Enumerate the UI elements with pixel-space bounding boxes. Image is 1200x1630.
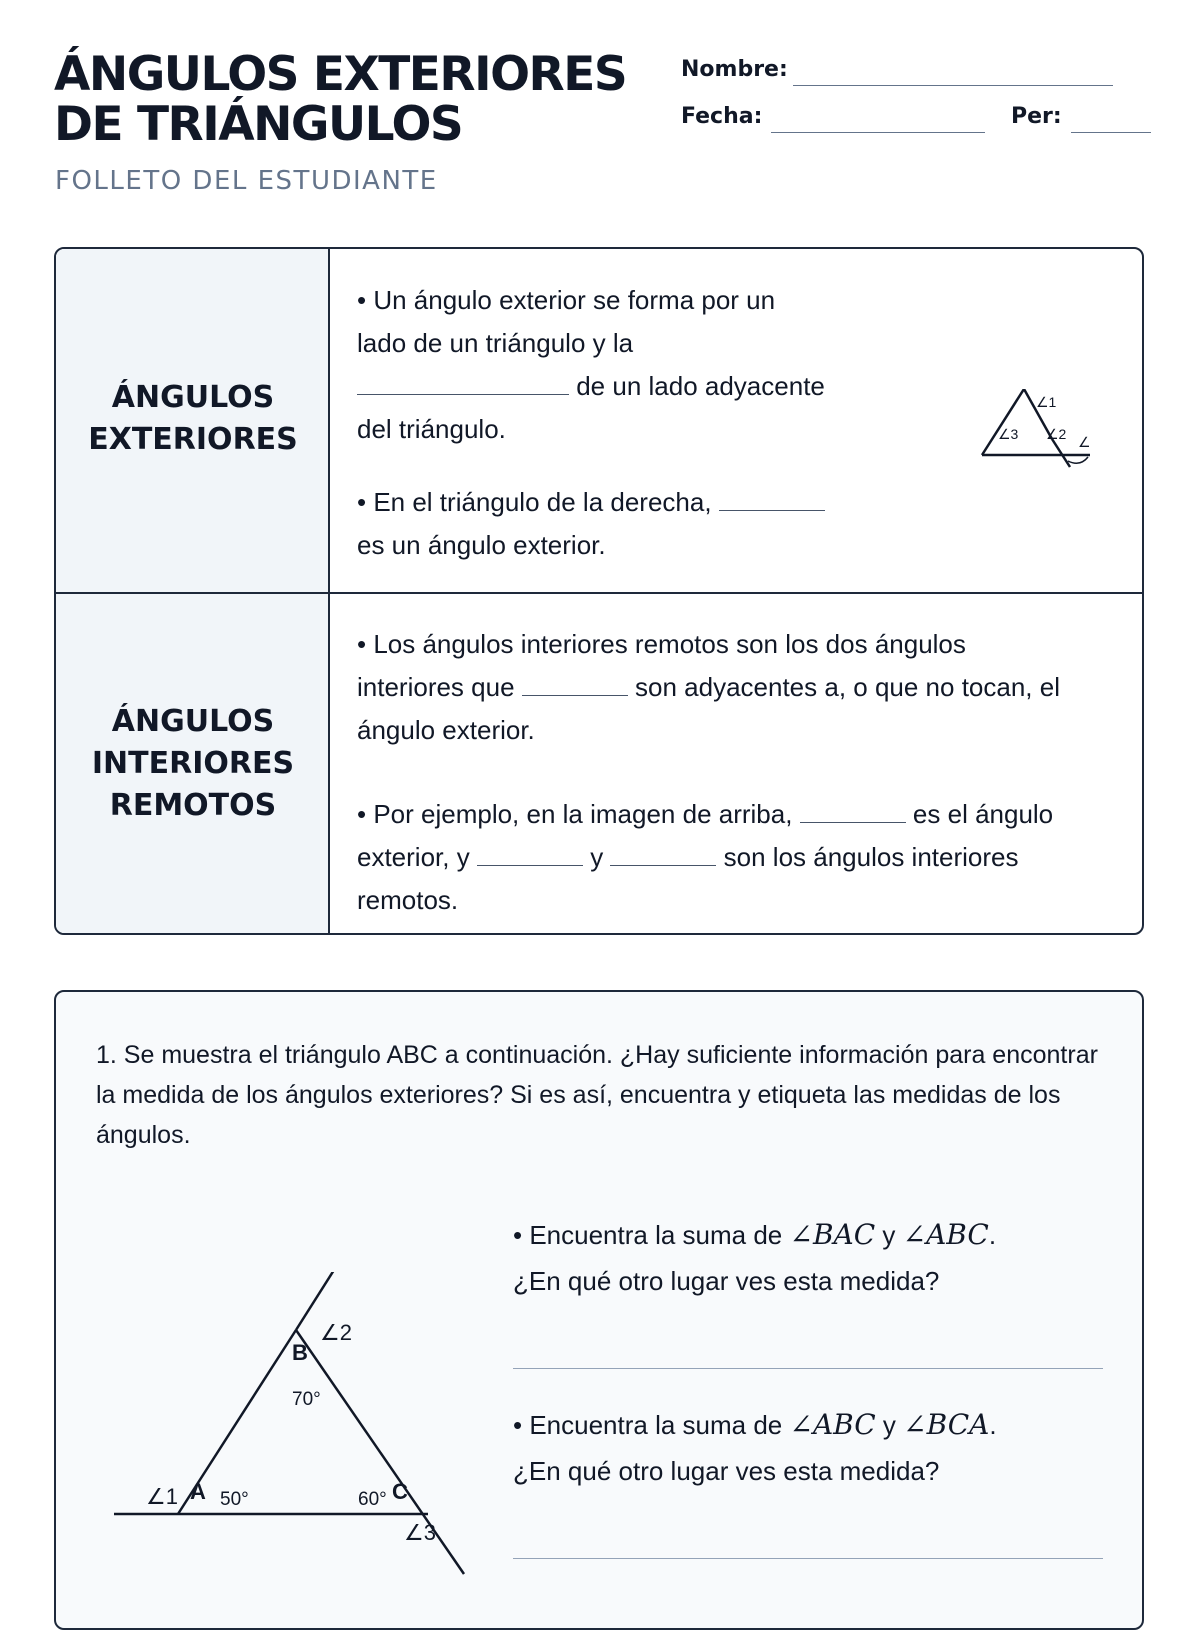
term-remote-line-3: REMOTOS — [109, 788, 277, 823]
sub-b-prefix: • Encuentra la suma de — [513, 1410, 790, 1440]
blank-definition[interactable] — [357, 374, 569, 395]
exterior-definition — [357, 279, 825, 451]
example-line-2: es un ángulo exterior. — [357, 530, 606, 560]
remote-definition-line-2-before: interiores que — [357, 672, 515, 702]
sub-b-angle-1: ∠ABC — [789, 1408, 876, 1441]
terms-column — [56, 249, 330, 933]
angle-c-measure: 60° — [358, 1489, 387, 1510]
title-line-1: ÁNGULOS EXTERIORES — [54, 47, 627, 102]
small-exterior-arc — [1068, 457, 1088, 463]
sub-b-line-2: ¿En qué otro lugar ves esta medida? — [513, 1456, 940, 1486]
blank-remote-angle-2[interactable] — [610, 845, 716, 866]
exterior-angle-1-label: ∠1 — [146, 1484, 178, 1509]
remote-example-line-1-after: es el ángulo — [912, 799, 1054, 829]
sub-a-angle-2: ∠ABC — [902, 1218, 989, 1251]
sub-question-a — [513, 1212, 1113, 1304]
remote-definition-line-1: • Los ángulos interiores remotos son los dos ángulos — [357, 629, 966, 659]
title-line-2: DE TRIÁNGULOS — [54, 97, 463, 152]
sub-a-line-2: ¿En qué otro lugar ves esta medida? — [513, 1266, 940, 1296]
term-exterior-angles — [56, 377, 330, 461]
triangle-side-bc-extended — [296, 1330, 464, 1574]
term-exterior-line-2: EXTERIORES — [88, 422, 298, 457]
term-remote-line-1: ÁNGULOS — [111, 704, 275, 739]
remote-example-line-1 — [357, 793, 1053, 836]
example-line-1 — [357, 481, 825, 524]
example-line-1-text: • En el triángulo de la derecha, — [357, 487, 712, 517]
exterior-angle-2-label: ∠2 — [320, 1320, 352, 1345]
worksheet-subtitle: FOLLETO DEL ESTUDIANTE — [55, 166, 438, 196]
vertex-a-label: A — [190, 1479, 206, 1504]
date-field[interactable] — [771, 132, 985, 133]
date-label: Fecha: — [681, 104, 763, 129]
small-angle-3-label: ∠3 — [998, 426, 1019, 442]
small-angle-1-label: ∠1 — [1036, 394, 1057, 410]
small-angle-extra-label: ∠ — [1078, 434, 1091, 450]
answer-line-a[interactable] — [513, 1368, 1103, 1369]
small-angle-2-label: ∠2 — [1046, 426, 1067, 442]
definition-line-3-text: de un lado adyacente — [569, 371, 825, 401]
remote-definition — [357, 623, 1060, 752]
remote-example-line-2-mid: y — [590, 842, 604, 872]
name-label: Nombre: — [681, 57, 788, 82]
answer-line-b[interactable] — [513, 1558, 1103, 1559]
small-triangle-diagram — [976, 389, 1116, 489]
sub-a-prefix: • Encuentra la suma de — [513, 1220, 790, 1250]
sub-question-b — [513, 1402, 1113, 1494]
remote-example-line-2-after: son los ángulos interiores — [723, 842, 1019, 872]
sub-b-connector: y — [875, 1410, 904, 1440]
sub-b-angle-2: ∠BCA — [903, 1408, 990, 1441]
small-triangle-extended-side — [1052, 439, 1070, 467]
remote-example-line-1-before: • Por ejemplo, en la imagen de arriba, — [357, 799, 793, 829]
definition-line-4: del triángulo. — [357, 414, 506, 444]
name-field[interactable] — [793, 85, 1113, 86]
blank-example-exterior[interactable] — [800, 802, 906, 823]
angle-b-measure: 70° — [292, 1389, 321, 1410]
definition-line-2: lado de un triángulo y la — [357, 328, 634, 358]
exterior-angle-3-label: ∠3 — [404, 1520, 436, 1545]
term-exterior-line-1: ÁNGULOS — [111, 380, 275, 415]
sub-a-suffix: . — [988, 1220, 997, 1250]
sub-a-angle-1: ∠BAC — [789, 1218, 876, 1251]
blank-remote-angle-1[interactable] — [477, 845, 583, 866]
term-remote-line-2: INTERIORES — [91, 746, 295, 781]
sub-b-suffix: . — [989, 1410, 997, 1440]
remote-example-line-3: remotos. — [357, 885, 459, 915]
angle-a-measure: 50° — [220, 1489, 249, 1510]
blank-exterior-angle[interactable] — [719, 490, 825, 511]
vertex-c-label: C — [392, 1479, 408, 1504]
question-1-text: 1. Se muestra el triángulo ABC a continuación. ¿Hay suficiente información para encontrar la medida de los ángulos exteriores? Si es así, encuentra y etiqueta las medidas de los ángulos. — [96, 1041, 1098, 1149]
period-label: Per: — [1011, 104, 1062, 129]
period-field[interactable] — [1071, 132, 1151, 133]
remote-example-line-2 — [357, 836, 1053, 879]
notes-table — [54, 247, 1144, 935]
row-divider — [56, 592, 1142, 594]
exterior-example — [357, 481, 825, 567]
blank-remote-definition[interactable] — [522, 675, 628, 696]
question-1-box — [54, 990, 1144, 1630]
remote-example-line-2-before: exterior, y — [357, 842, 470, 872]
sub-a-connector: y — [875, 1220, 903, 1250]
definition-line-3 — [357, 365, 825, 408]
remote-example — [357, 793, 1053, 922]
remote-definition-line-3: ángulo exterior. — [357, 715, 535, 745]
vertex-b-label: B — [292, 1340, 308, 1365]
remote-definition-line-2-after: son adyacentes a, o que no tocan, el — [635, 672, 1060, 702]
triangle-abc-diagram — [106, 1272, 496, 1592]
definition-line-1: • Un ángulo exterior se forma por un — [357, 285, 776, 315]
term-remote-interior-angles — [56, 701, 330, 827]
worksheet-title — [54, 47, 627, 152]
remote-definition-line-2 — [357, 666, 1060, 709]
